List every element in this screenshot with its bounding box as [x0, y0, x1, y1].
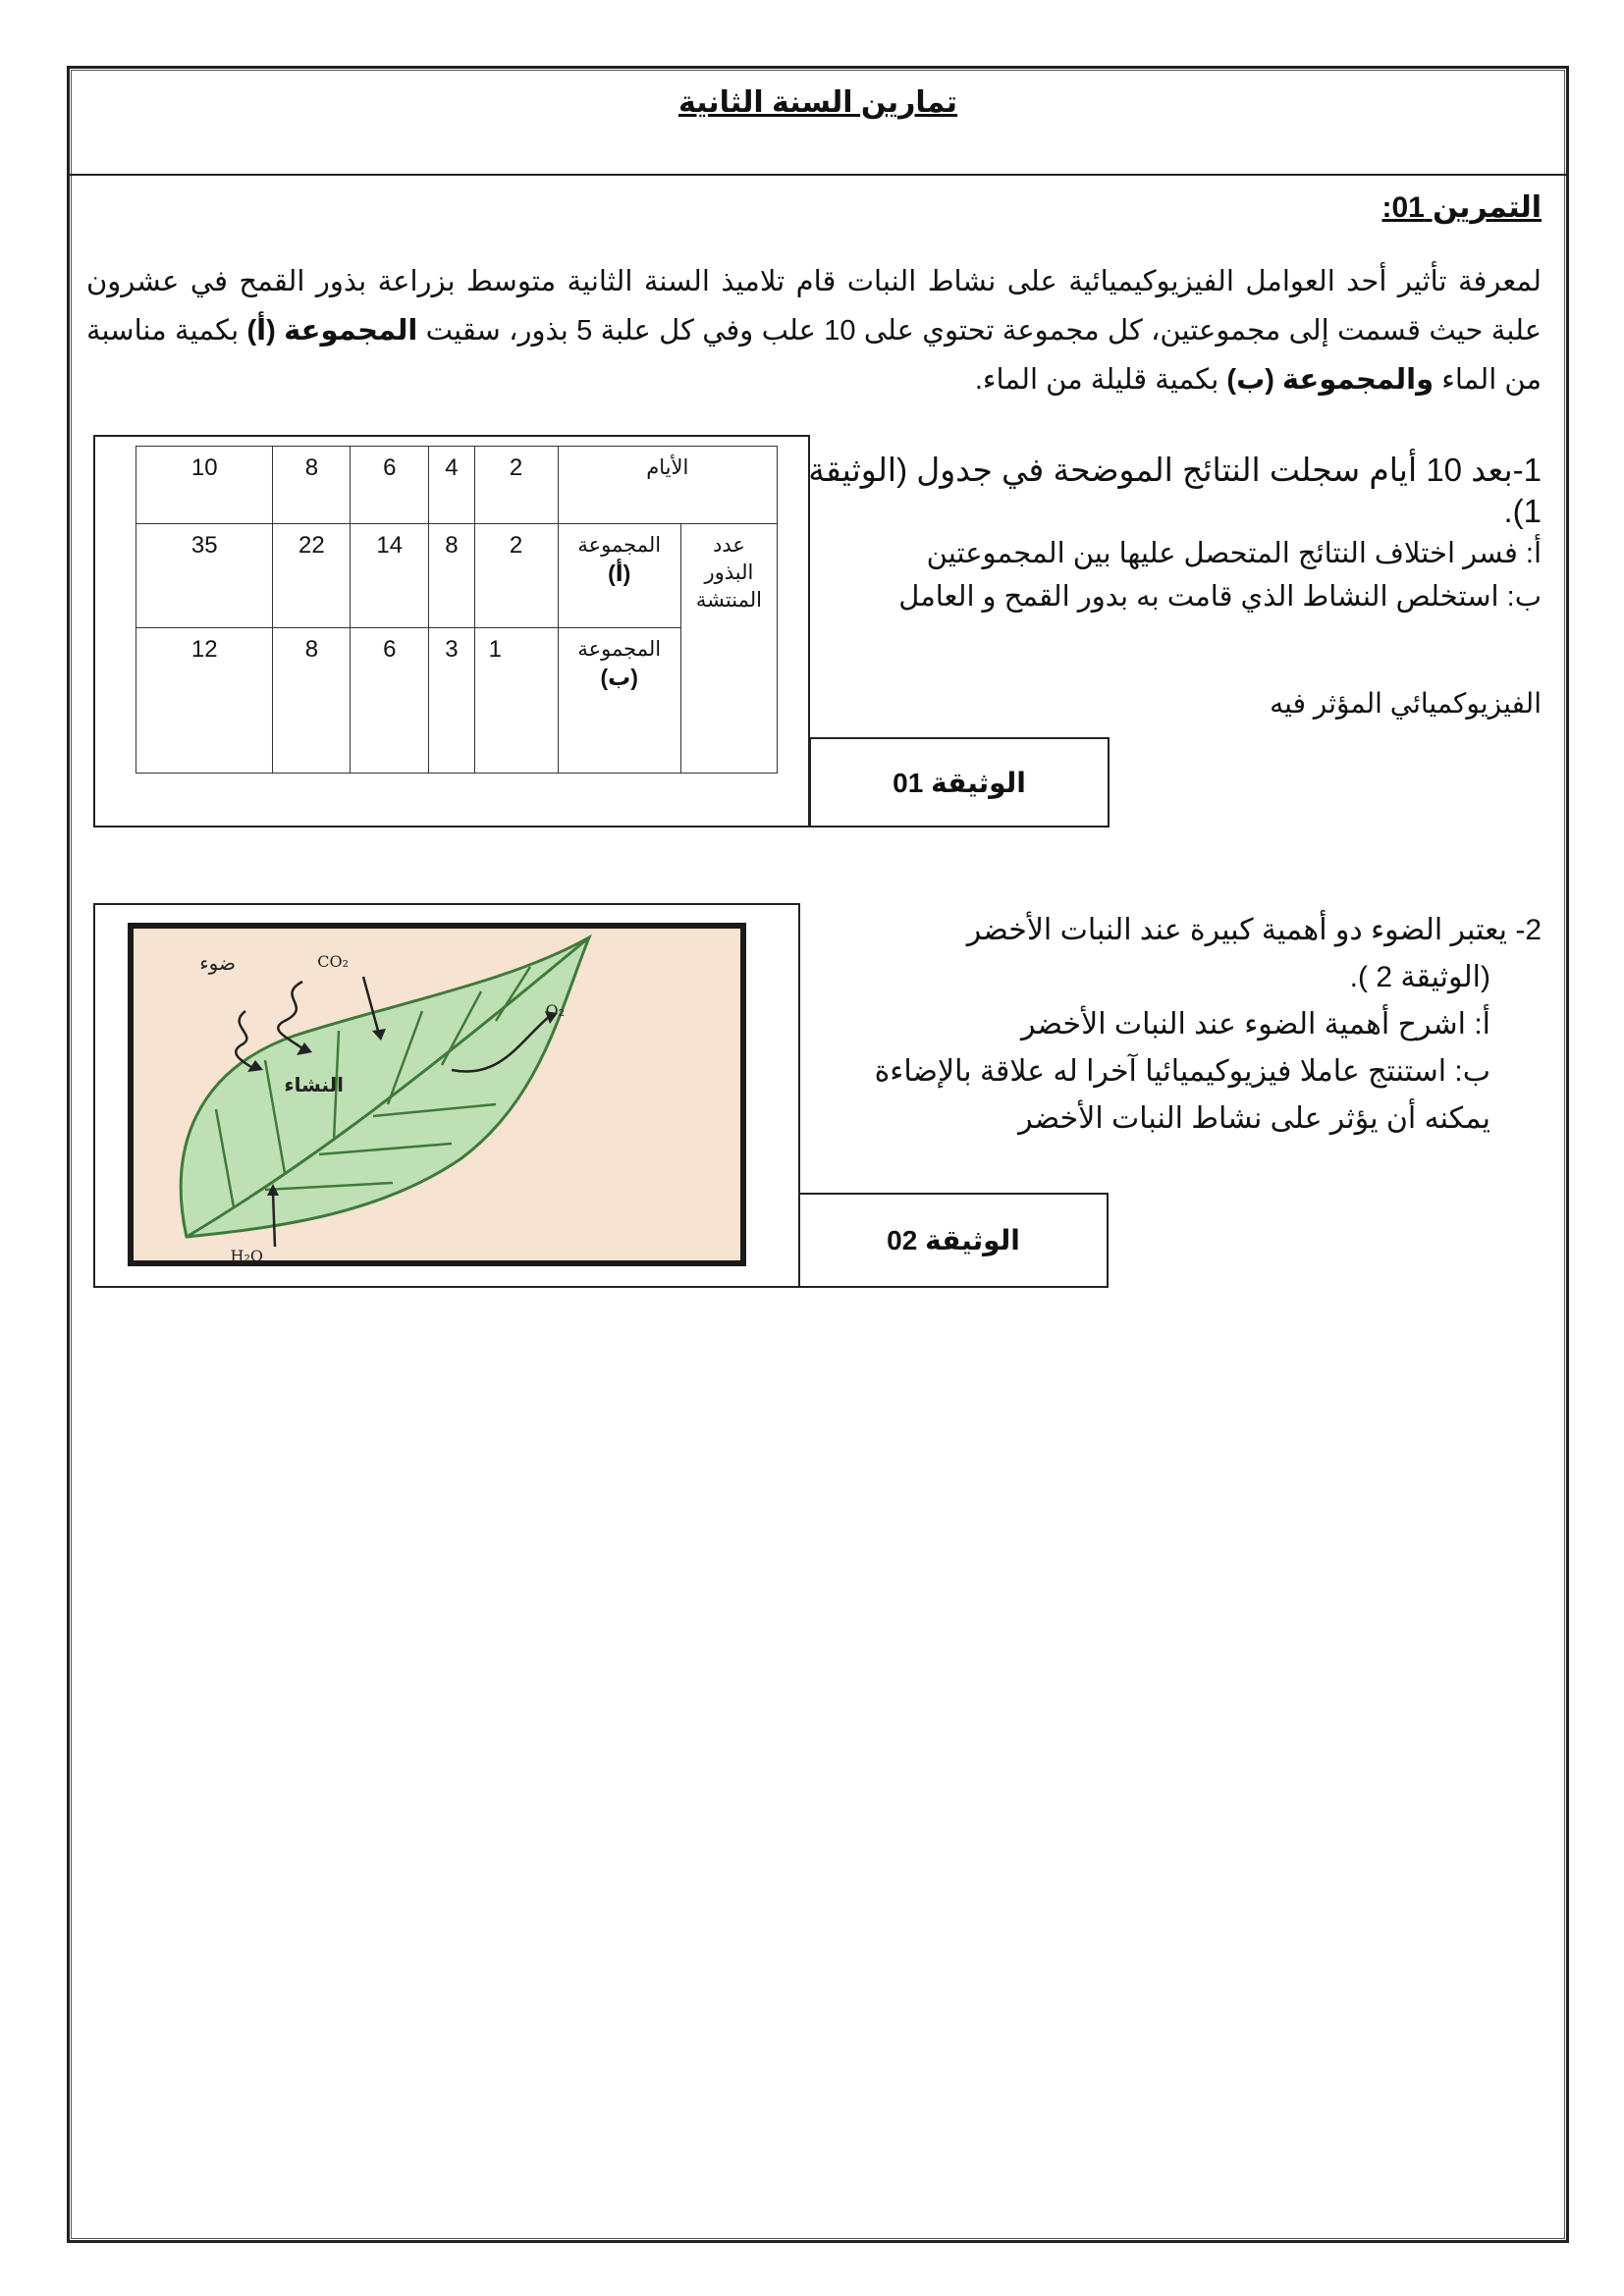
question-2-b: ب: استنتج عاملا فيزيوكيميائيا آخرا له علاقة بالإضاءة: [874, 1055, 1490, 1088]
day-cell: 10: [136, 447, 273, 524]
question-1-text: 1-بعد 10 أيام سجلت النتائج الموضحة في جدول (الوثيقة 1).: [808, 452, 1542, 529]
question-2-reference: (الوثيقة 2 ).: [1349, 961, 1490, 993]
light-label: ضوء: [199, 951, 236, 975]
intro-text-1: لمعرفة تأثير أحد العوامل الفيزيوكيميائية على نشاط النبات قام تلاميذ السنة الثانية متوسط بزراعة بذور القمح في عشرون علبة حيث قسمت إلى مجموعتين، كل مجموعة تحتوي على 10 علب وفي كل علبة 5 بذور، سقيت: [86, 266, 1543, 347]
question-2-b-continued: يمكنه أن يؤثر على نشاط النبات الأخضر: [1018, 1102, 1490, 1135]
o2-label: O₂: [545, 1001, 565, 1020]
document-1-label: الوثيقة 01: [809, 737, 1110, 828]
group-b-cell: 3: [429, 627, 474, 773]
leaf-photosynthesis-figure: [128, 923, 746, 1266]
days-header: الأيام: [558, 447, 777, 524]
results-table: [135, 446, 778, 774]
question-2-text: 2- يعتبر الضوء دو أهمية كبيرة عند النبات الأخضر: [966, 914, 1542, 946]
group-b-header: [558, 627, 680, 773]
question-2-a: أ: اشرح أهمية الضوء عند النبات الأخضر: [1020, 1008, 1490, 1041]
group-b-tag: (ب): [600, 664, 638, 690]
group-b-cell: 6: [351, 627, 429, 773]
day-cell: 8: [273, 447, 351, 524]
question-2: [815, 907, 1542, 1143]
day-cell: 4: [429, 447, 474, 524]
day-cell: 6: [351, 447, 429, 524]
table-row-days: [136, 447, 778, 524]
question-1-b-continued: الفيزيوكميائي المؤثر فيه: [1270, 688, 1542, 719]
question-1: [776, 450, 1542, 618]
germinated-seeds-header: عدد البذور المنتشة: [680, 523, 777, 773]
title-band: [67, 66, 1569, 176]
group-b-cell: 1: [474, 627, 558, 773]
group-a-header: [558, 523, 680, 627]
intro-text-2: بكمية مناسبة من الماء: [86, 315, 1542, 396]
intro-text-3: بكمية قليلة من الماء.: [974, 364, 1227, 396]
question-1-b: ب: استخلص النشاط الذي قامت به بدور القمح و العامل: [898, 581, 1542, 613]
intro-paragraph: [86, 257, 1542, 404]
group-b-cell: 12: [136, 627, 273, 773]
page-title: تمارين السنة الثانية: [677, 86, 958, 119]
group-a-cell: 2: [474, 523, 558, 627]
group-a-tag: (أ): [608, 560, 631, 586]
question-1-a: أ: فسر اختلاف النتائج المتحصل عليها بين المجموعتين: [926, 538, 1542, 569]
starch-label: النشاء: [284, 1073, 344, 1096]
day-cell: 2: [474, 447, 558, 524]
group-b-cell: 8: [273, 627, 351, 773]
document-2-label: الوثيقة 02: [798, 1193, 1109, 1288]
group-a-cell: 35: [136, 523, 273, 627]
group-a-cell: 14: [351, 523, 429, 627]
group-b-label: المجموعة: [577, 637, 662, 661]
co2-label: CO₂: [317, 952, 349, 971]
group-a-label: المجموعة: [577, 533, 662, 557]
table-row-group-a: [136, 523, 778, 627]
group-a-cell: 22: [273, 523, 351, 627]
group-a-cell: 8: [429, 523, 474, 627]
intro-bold-group-b: والمجموعة (ب): [1226, 364, 1435, 396]
h2o-label: H₂O: [230, 1247, 263, 1265]
exercise-title: التمرين 01:: [1381, 191, 1542, 224]
intro-bold-group-a: المجموعة (أ): [246, 315, 418, 347]
